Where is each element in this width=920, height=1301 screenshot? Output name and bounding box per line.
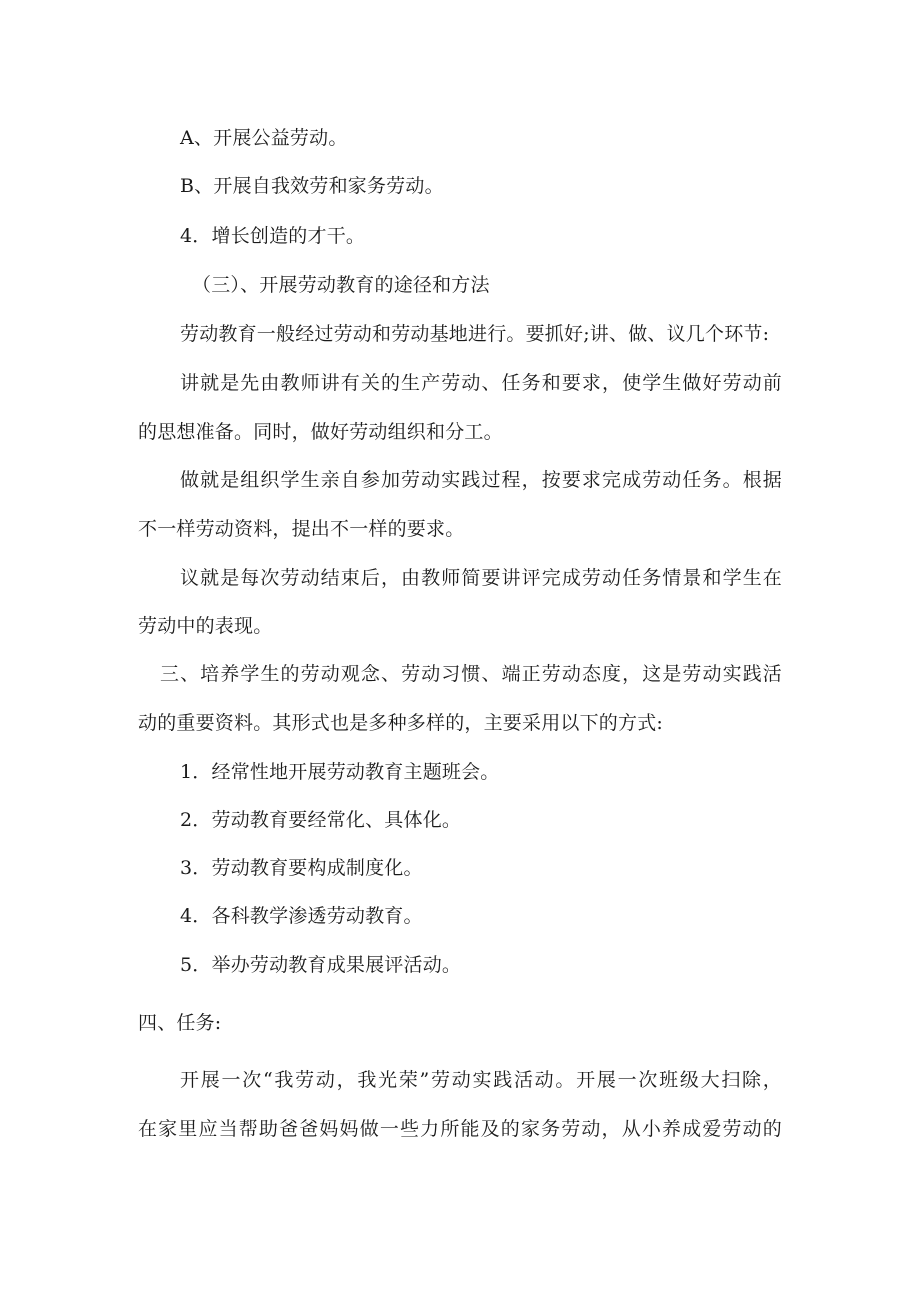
task-paragraph-line-1: 开展一次“我劳动，我光荣”劳动实践活动。开展一次班级大扫除， [180,1069,782,1091]
item-4-creative-talent: 4．增长创造的才干。 [180,225,366,247]
paragraph-methods-intro: 劳动教育一般经过劳动和劳动基地进行。要抓好;讲、做、议几个环节: [180,323,770,345]
item-a-public-labor: A、开展公益劳动。 [180,127,348,149]
list-item-1: 1．经常性地开展劳动教育主题班会。 [180,761,500,783]
paragraph-lecture-line-1: 讲就是先由教师讲有关的生产劳动、任务和要求，使学生做好劳动前 [180,372,782,394]
section-three-line-2: 动的重要资料。其形式也是多种多样的，主要采用以下的方式: [138,712,664,734]
section-three-line-1: 三、培养学生的劳动观念、劳动习惯、端正劳动态度，这是劳动实践活 [160,663,782,685]
paragraph-doing-line-2: 不一样劳动资料，提出不一样的要求。 [138,518,465,540]
task-paragraph-line-2: 在家里应当帮助爸爸妈妈做一些力所能及的家务劳动，从小养成爱劳动的 [138,1118,782,1140]
paragraph-doing-line-1: 做就是组织学生亲自参加劳动实践过程，按要求完成劳动任务。根据 [180,469,782,491]
list-item-4: 4．各科教学渗透劳动教育。 [180,905,423,927]
list-item-2: 2．劳动教育要经常化、具体化。 [180,809,462,831]
item-b-self-service-housework: B、开展自我效劳和家务劳动。 [180,175,444,197]
list-item-3: 3．劳动教育要构成制度化。 [180,857,423,879]
paragraph-discussion-line-2: 劳动中的表现。 [138,615,273,637]
list-item-5: 5．举办劳动教育成果展评活动。 [180,954,462,976]
section-heading-methods: （三）、开展劳动教育的途径和方法 [192,274,490,296]
section-four-heading: 四、任务: [138,1012,222,1034]
paragraph-lecture-line-2: 的思想准备。同时，做好劳动组织和分工。 [138,421,503,443]
paragraph-discussion-line-1: 议就是每次劳动结束后，由教师简要讲评完成劳动任务情景和学生在 [180,567,782,589]
